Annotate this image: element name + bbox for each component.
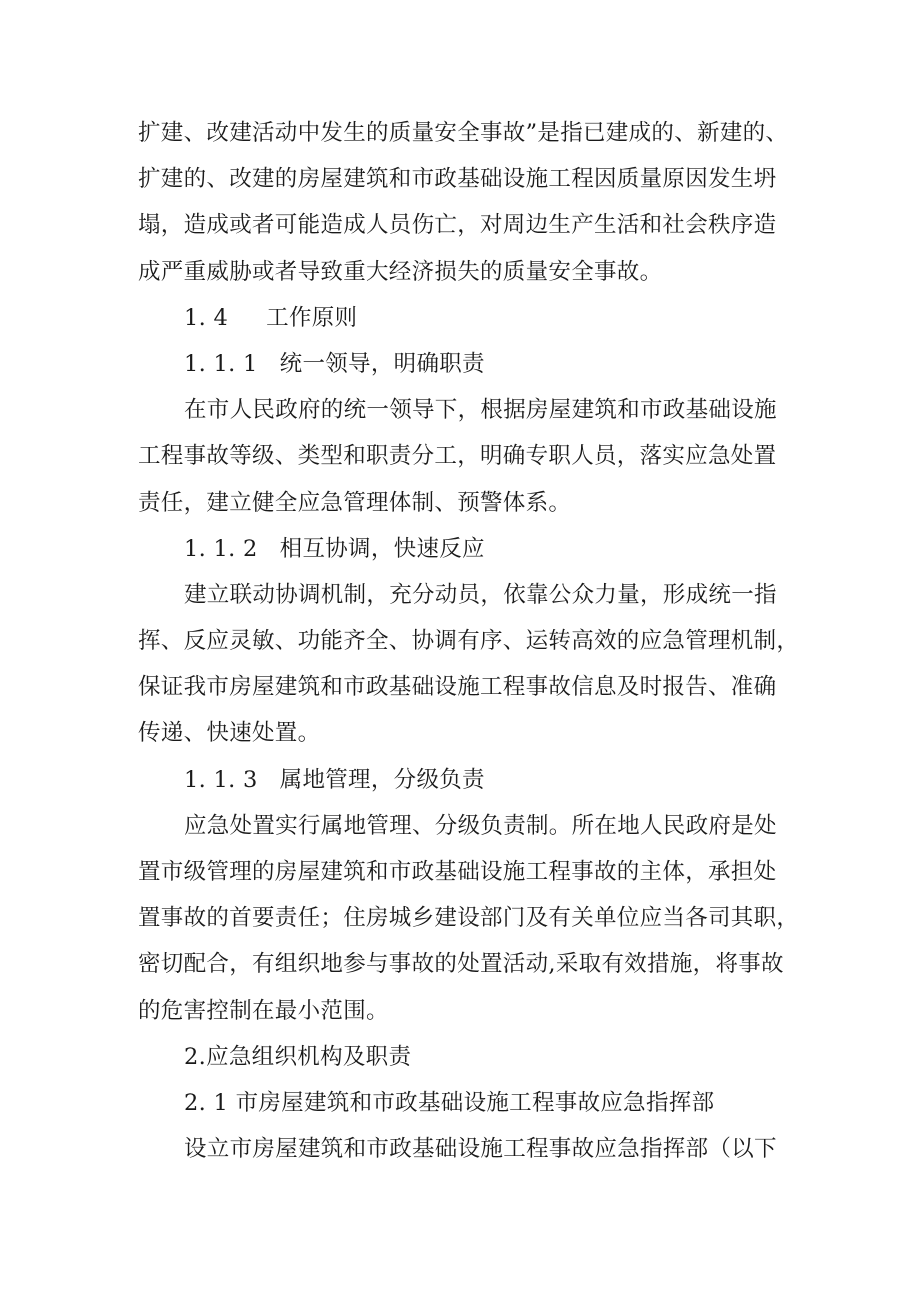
text-line: 塌，造成或者可能造成人员伤亡，对周边生产生活和社会秩序造 <box>138 212 777 239</box>
paragraph-accident-definition <box>138 110 808 295</box>
text-line: 扩建、改建活动中发生的质量安全事故”是指已建成的、新建的、 <box>138 120 789 146</box>
text-line: 的危害控制在最小范围。 <box>138 997 389 1024</box>
section-heading-1-1-1 <box>138 341 808 387</box>
text-line: 建立联动协调机制，充分动员，依靠公众力量，形成统一指 <box>184 581 777 608</box>
text-line: 传递、快速处置。 <box>138 720 321 747</box>
text-line: 密切配合，有组织地参与事故的处置活动,采取有效措施，将事故 <box>138 951 784 978</box>
section-title: 统一领导，明确职责 <box>279 350 485 377</box>
section-heading-1-1-3 <box>138 757 808 803</box>
section-number: 1. 1. 2 <box>184 535 258 562</box>
paragraph-unified-leadership <box>138 387 808 526</box>
text-line: 设立市房屋建筑和市政基础设施工程事故应急指挥部（以下 <box>184 1136 777 1163</box>
section-title: 相互协调，快速反应 <box>279 535 485 562</box>
section-heading-2: 2.应急组织机构及职责 <box>184 1043 412 1070</box>
section-title: 属地管理，分级负责 <box>279 766 485 793</box>
section-heading-2-1: 2. 1 市房屋建筑和市政基础设施工程事故应急指挥部 <box>184 1089 715 1116</box>
section-number: 1. 1. 3 <box>184 766 258 793</box>
paragraph-coordination <box>138 572 808 757</box>
text-line: 挥、反应灵敏、功能齐全、协调有序、运转高效的应急管理机制， <box>138 628 800 655</box>
text-line: 置市级管理的房屋建筑和市政基础设施工程事故的主体，承担处 <box>138 859 777 885</box>
section-heading-1-4 <box>138 295 808 341</box>
section-number: 1. 1. 1 <box>184 350 258 377</box>
section-title: 工作原则 <box>266 304 358 331</box>
section-heading-1-1-2 <box>138 526 808 572</box>
text-line: 置事故的首要责任；住房城乡建设部门及有关单位应当各司其职， <box>138 905 800 932</box>
text-line: 工程事故等级、类型和职责分工，明确专职人员，落实应急处置 <box>138 443 777 470</box>
paragraph-territorial-management <box>138 803 808 1034</box>
text-line: 在市人民政府的统一领导下，根据房屋建筑和市政基础设施 <box>184 397 777 424</box>
paragraph-command-setup <box>138 1126 808 1172</box>
text-line: 保证我市房屋建筑和市政基础设施工程事故信息及时报告、准确 <box>138 674 777 701</box>
text-line: 责任，建立健全应急管理体制、预警体系。 <box>138 489 572 516</box>
text-line: 成严重威胁或者导致重大经济损失的质量安全事故。 <box>138 258 663 285</box>
text-line: 应急处置实行属地管理、分级负责制。所在地人民政府是处 <box>184 812 777 839</box>
text-line: 扩建的、改建的房屋建筑和市政基础设施工程因质量原因发生坍 <box>138 166 777 193</box>
document-body <box>138 110 808 1172</box>
section-number: 1. 4 <box>184 304 229 331</box>
